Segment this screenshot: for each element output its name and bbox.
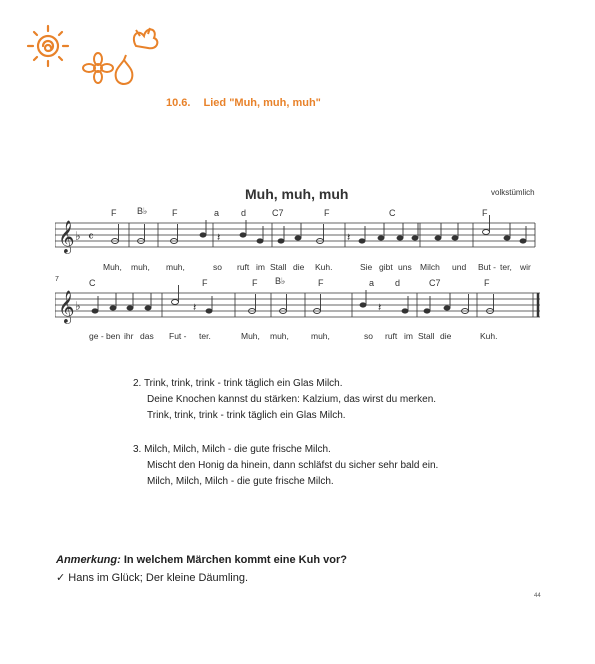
- chord: C7: [272, 208, 284, 218]
- flower-icon: [83, 53, 113, 83]
- checkmark-icon: ✓: [56, 572, 66, 584]
- chord: F: [252, 278, 258, 288]
- verse-line: 3. Milch, Milch, Milch - die gute frische Milch.: [133, 444, 331, 455]
- chord: F: [318, 278, 324, 288]
- lyric-syllable: so: [213, 262, 222, 272]
- lyric-syllable: die: [293, 262, 305, 272]
- lyric-syllable: Kuh.: [480, 331, 498, 341]
- chord: B♭: [275, 276, 286, 286]
- lyric-syllable: Milch: [420, 262, 440, 272]
- svg-text:𝄽: 𝄽: [193, 302, 197, 314]
- svg-text:𝄞: 𝄞: [58, 290, 75, 323]
- lyric-syllable: ihr: [124, 331, 134, 341]
- svg-text:♭: ♭: [75, 229, 81, 243]
- chord: d: [241, 208, 247, 218]
- lyric-syllable: Muh,: [103, 262, 122, 272]
- lyric-syllable: im: [256, 262, 265, 272]
- svg-text:𝄽: 𝄽: [217, 232, 221, 244]
- lyric-syllable: muh,: [166, 262, 185, 272]
- lyric-syllable: muh,: [270, 331, 289, 341]
- chord: d: [395, 278, 401, 288]
- lyric-syllable: Stall: [418, 331, 435, 341]
- verse-line: Deine Knochen kannst du stärken: Kalzium, das wirst du merken.: [147, 394, 437, 405]
- section-title: Lied "Muh, muh, muh": [203, 97, 321, 109]
- composer-credit: volkstümlich: [491, 188, 535, 197]
- lyric-syllable: ruft: [385, 331, 398, 341]
- section-heading: [166, 97, 321, 109]
- lyric-syllable: ter.: [199, 331, 211, 341]
- lyric-syllable: das: [140, 331, 154, 341]
- verse-line: Mischt den Honig da hinein, dann schläfst du sicher sehr bald ein.: [147, 460, 439, 471]
- decorative-sun-flower-butterfly-icons: [24, 22, 164, 92]
- chord: C7: [429, 278, 441, 288]
- chord: F: [484, 278, 490, 288]
- svg-text:𝄴: 𝄴: [88, 230, 94, 245]
- song-title: Muh, muh, muh: [245, 186, 349, 202]
- svg-text:♭: ♭: [75, 299, 81, 313]
- lyric-syllable: ge - ben: [89, 331, 121, 341]
- svg-text:𝄽: 𝄽: [347, 232, 351, 244]
- lyric-syllable: Kuh.: [315, 262, 333, 272]
- verse-line: Milch, Milch, Milch - die gute frische Milch.: [147, 476, 334, 487]
- page-number: 44: [534, 593, 541, 599]
- note-question: [56, 554, 347, 566]
- lyric-syllable: ruft: [237, 262, 250, 272]
- sun-icon: [28, 26, 68, 66]
- lyric-syllable: Sie: [360, 262, 373, 272]
- lyric-syllable: Muh,: [241, 331, 260, 341]
- svg-text:𝄞: 𝄞: [58, 220, 75, 253]
- lyric-syllable: wir: [520, 262, 531, 272]
- verse-line: Trink, trink, trink - trink täglich ein Glas Milch.: [147, 410, 346, 421]
- lyric-syllable: But -: [478, 262, 496, 272]
- lyric-syllable: gibt: [379, 262, 393, 272]
- chord: F: [202, 278, 208, 288]
- pear-icon: [116, 55, 133, 84]
- chord: F: [172, 208, 178, 218]
- music-staff-1: [55, 215, 545, 255]
- lyric-syllable: muh,: [131, 262, 150, 272]
- chord: F: [111, 208, 117, 218]
- lyric-syllable: uns: [398, 262, 412, 272]
- measure-number: 7: [55, 276, 59, 283]
- note-answer: [56, 571, 248, 584]
- note-question-text: In welchem Märchen kommt eine Kuh vor?: [123, 554, 347, 566]
- verse-2: [133, 376, 436, 424]
- chord: B♭: [137, 206, 148, 216]
- music-staff-2: [55, 285, 545, 325]
- chord: F: [482, 208, 488, 218]
- lyric-syllable: ter,: [500, 262, 512, 272]
- chord: C: [389, 208, 396, 218]
- lyric-syllable: Fut -: [169, 331, 187, 341]
- lyric-syllable: Stall: [270, 262, 287, 272]
- lyric-syllable: muh,: [311, 331, 330, 341]
- lyric-syllable: im: [404, 331, 413, 341]
- note-answer-text: Hans im Glück; Der kleine Däumling.: [68, 572, 249, 584]
- butterfly-icon: [134, 28, 158, 48]
- verse-line: 2. Trink, trink, trink - trink täglich ein Glas Milch.: [133, 378, 343, 389]
- lyric-syllable: und: [452, 262, 467, 272]
- note-label: Anmerkung:: [56, 554, 121, 566]
- chord: F: [324, 208, 330, 218]
- lyric-syllable: die: [440, 331, 452, 341]
- chord: a: [369, 278, 375, 288]
- lyric-syllable: so: [364, 331, 373, 341]
- chord: C: [89, 278, 96, 288]
- section-number: 10.6.: [166, 97, 191, 109]
- verse-3: [133, 442, 438, 490]
- svg-text:𝄽: 𝄽: [378, 302, 382, 314]
- chord: a: [214, 208, 220, 218]
